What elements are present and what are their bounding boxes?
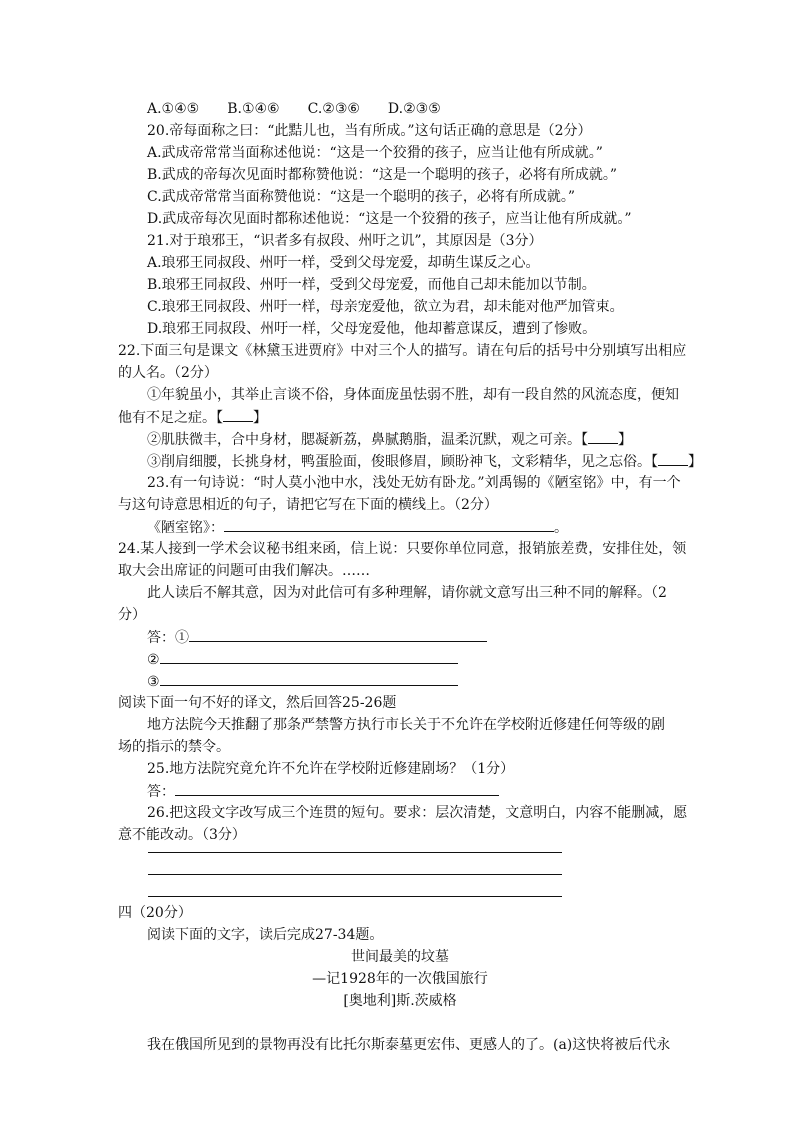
q22-stem-cont: 的人名。（2分） [118,365,218,381]
q25-answer-line [147,781,499,802]
q20-option-c: C.武成帝常常当面称赞他说：“这是一个聪明的孩子，必将有所成就。” [147,189,575,205]
answer-label-1: 答：① [147,630,189,646]
q22-item-1-cont [118,407,267,428]
q24-question-cont: 分） [118,607,146,623]
q19-options: A.①④⑤ B.①④⑥ C.②③⑥ D.②③⑤ [147,101,441,117]
q23-answer-label: 《陋室铭》： [147,520,224,536]
article-subtitle: —记1928年的一次俄国旅行 [312,971,488,987]
q21-option-c: C.琅邪王同叔段、州吁一样，母亲宠爱他，欲立为君，却未能对他严加管束。 [147,299,624,315]
answer-blank-q24-3[interactable] [160,671,458,686]
q24-answer-2 [147,649,458,670]
q22-item-1: ①年貌虽小，其举止言谈不俗，身体面庞虽怯弱不胜，却有一段自然的风流态度，便知 [147,387,679,403]
bracket-close: 】 [253,410,267,426]
q25-answer-label: 答： [147,784,175,800]
article-author: [奥地利]斯.茨威格 [343,993,457,1009]
q20-option-b: B.武成的帝每次见面时都称赞他说：“这是一个聪明的孩子，必将有所成就。” [147,167,618,183]
answer-blank-q24-1[interactable] [189,627,487,642]
q23-stem: 23.有一句诗说：“时人莫小池中水，浅处无妨有卧龙。”刘禹锡的《陋室铭》中，有一个 [147,475,681,491]
answer-line-q26-3[interactable] [148,896,562,897]
bracket-close: 】 [688,454,702,470]
q22-item-2-text: ②肌肤微丰，合中身材，腮凝新荔，鼻腻鹅脂，温柔沉默，观之可亲。【 [147,432,588,448]
q26-stem-cont: 意不能改动。（3分） [118,827,246,843]
q21-option-a: A.琅邪王同叔段、州吁一样，受到父母宠爱，却萌生谋反之心。 [147,255,540,271]
q22-item-3-text: ③削肩细腰，长挑身材，鸭蛋脸面，俊眼修眉，顾盼神飞，文彩精华，见之忘俗。【 [147,454,658,470]
answer-line-q26-2[interactable] [148,874,562,875]
bracket-close: 】 [618,432,632,448]
answer-blank-q23[interactable] [224,517,554,532]
translation-text: 地方法院今天推翻了那条严禁警方执行市长关于不允许在学校附近修建任何等级的剧 [147,717,665,733]
answer-line-q26-1[interactable] [148,852,562,853]
article-title: 世间最美的坟墓 [351,949,449,965]
q20-option-a: A.武成帝常常当面称述他说：“这是一个狡猾的孩子，应当让他有所成就。” [147,145,603,161]
q24-question: 此人读后不解其意，因为对此信可有多种理解，请你就文意写出三种不同的解释。（2 [147,585,667,601]
answer-blank-2[interactable] [588,429,618,444]
q24-stem-cont: 取大会出席证的问题可由我们解决。…… [118,563,370,579]
q22-stem: 22.下面三句是课文《林黛玉进贾府》中对三个人的描写。请在句后的括号中分别填写出相应 [118,343,687,359]
q24-stem: 24.某人接到一学术会议秘书组来函，信上说：只要你单位同意，报销旅差费，安排住处，领 [118,541,687,557]
q23-answer-line [147,517,568,538]
q23-stem-cont: 与这句诗意思相近的句子，请把它写在下面的横线上。（2分） [118,497,498,513]
answer-blank-1[interactable] [223,407,253,422]
q22-item-1-text: 他有不足之症。【 [118,410,223,426]
answer-blank-q25[interactable] [175,781,499,796]
q20-option-d: D.武成帝每次见面时都称述他说：“这是一个狡猾的孩子，应当让他有所成就。” [147,211,632,227]
answer-blank-3[interactable] [658,451,688,466]
q21-stem: 21.对于琅邪王，“识者多有叔段、州吁之讥”，其原因是（3分） [147,233,543,249]
q21-option-b: B.琅邪王同叔段、州吁一样，受到父母宠爱，而他自己却未能加以节制。 [147,277,596,293]
q26-stem: 26.把这段文字改写成三个连贯的短句。要求：层次清楚，文意明白，内容不能删减，愿 [147,805,688,821]
section-four-heading: 四（20分） [118,905,192,921]
article-first-line: 我在俄国所见到的景物再没有比托尔斯泰墓更宏伟、更感人的了。(a)这快将被后代永 [147,1037,671,1053]
answer-label-3: ③ [147,674,160,690]
q24-answer-1 [147,627,487,648]
q22-item-3 [147,451,702,472]
answer-blank-q24-2[interactable] [160,649,458,664]
q24-answer-3 [147,671,458,692]
q21-option-d: D.琅邪王同叔段、州吁一样，父母宠爱他，他却蓄意谋反，遭到了惨败。 [147,321,597,337]
q22-item-2 [147,429,632,450]
section-four-instruction: 阅读下面的文字，读后完成27-34题。 [147,927,384,943]
q25-stem: 25.地方法院究竟允许不允许在学校附近修建剧场？（1分） [147,761,515,777]
q20-stem: 20.帝每面称之曰：“此黠儿也，当有所成。”这句话正确的意思是（2分） [147,123,592,139]
translation-text-cont: 场的指示的禁令。 [118,739,230,755]
reading-instruction: 阅读下面一句不好的译文，然后回答25-26题 [118,695,397,711]
answer-label-2: ② [147,652,160,668]
period: 。 [554,520,568,536]
